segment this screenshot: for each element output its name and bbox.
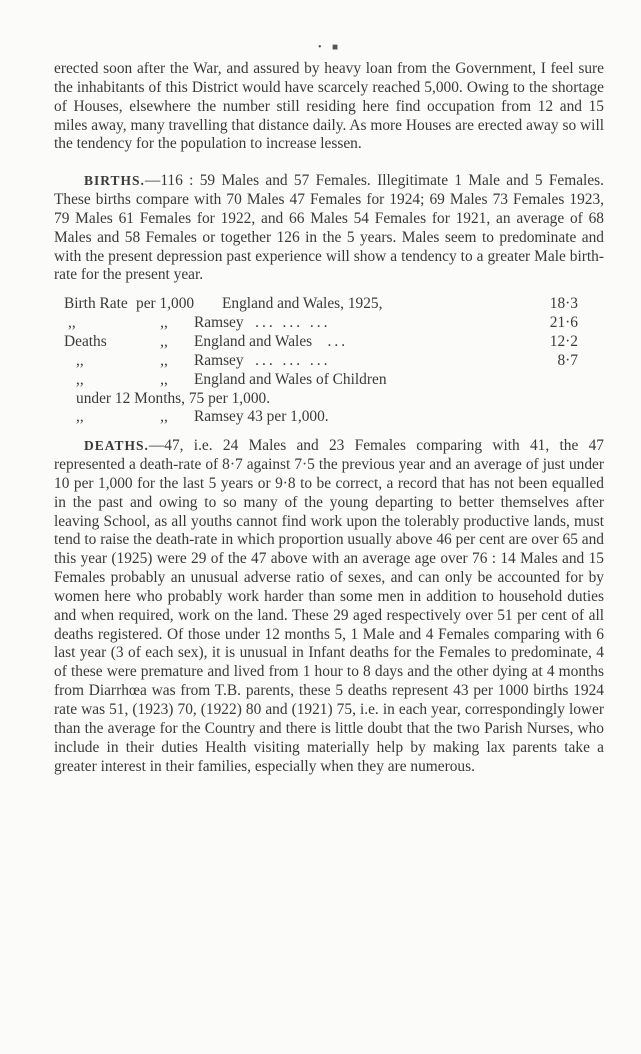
rate-value: 21·6 xyxy=(549,314,578,332)
rate-dots: ... xyxy=(327,332,349,350)
rate-row xyxy=(64,333,604,352)
rate-place xyxy=(194,314,488,333)
rate-label: ,, xyxy=(76,370,84,388)
top-mark: • ■ xyxy=(318,42,343,53)
rate-per: ,, xyxy=(160,408,168,426)
rate-place-name: Ramsey xyxy=(194,314,244,332)
rate-label: Birth Rate xyxy=(64,295,128,313)
rate-row xyxy=(64,408,604,427)
rate-label: ,, xyxy=(76,408,84,426)
rate-under-text: under 12 Months, 75 per 1,000. xyxy=(76,389,271,407)
deaths-text: —47, i.e. 24 Males and 23 Females comparing with 41, the 47 represented a death-rate of 8·7 against 7·5 the previous year and an average of just under 10 per 1,000 for the last 5 years or 9·8 to be correct, a record that has not been equalled in the past and owing to so many of the young departing to better themselves after leaving School, as all youths cannot find work upon the tolerably productive lands, must tend to raise the death-rate in which proportion usually above 46 per cent are over 65 and this year (1925) were 29 of the 47 above with an average age over 76 : 14 Males and 15 Females probably an unusual adverse ratio of sexes, and can only be accounted for by women here who probably work harder than some men in addition to household duties and when required, work on the land. These 29 aged respectively over 51 per cent of all deaths registered. Of those under 12 months 5, 1 Male and 4 Females comparing with 6 last year (3 of each sex), it is unusual in Infant deaths for the Females to predominate, 4 of these were premature and lived from 1 hour to 8 days and the other dying at 4 months from Diarrhœa was from T.B. parents, these 5 deaths represent 43 per 1000 births 1924 rate was 51, (1923) 70, (1922) 80 and (1921) 75, i.e. in each year, correspondingly lower than the average for the Country and there is little doubt that the two Parish Nurses, who include in their duties Health visiting materially help by making lax parents take a greater interest in their families, especially when they are numerous. xyxy=(54,437,604,775)
deaths-paragraph xyxy=(54,437,604,776)
rate-dots: ... ... ... xyxy=(255,314,331,332)
rate-per: ,, xyxy=(160,370,168,388)
rate-row-continued xyxy=(64,390,604,409)
rate-row xyxy=(64,295,604,314)
rate-row xyxy=(64,352,604,371)
rate-per: ,, xyxy=(160,314,168,332)
document-page xyxy=(54,60,604,776)
rate-value: 18·3 xyxy=(549,295,578,313)
rate-place xyxy=(194,352,488,371)
rate-per: ,, xyxy=(160,351,168,369)
rate-place: Ramsey 43 per 1,000. xyxy=(194,408,329,426)
rate-place-name: England and Wales xyxy=(194,332,313,350)
rate-row xyxy=(64,371,604,390)
rates-table xyxy=(64,295,604,427)
intro-paragraph: erected soon after the War, and assured by heavy loan from the Government, I feel sure the inhabitants of this District would have scarcely reached 5,000. Owing to the shortage of Houses, elsewhere the number still residing here find occupation from 12 and 15 miles away, many travelling that distance daily. As more Houses are erected away so will the tendency for the population to increase lessen. xyxy=(54,60,604,153)
rate-label: ,, xyxy=(76,351,84,369)
rate-place: England and Wales of Children xyxy=(194,370,387,388)
rate-dots: ... ... ... xyxy=(255,351,331,369)
rate-per: ,, xyxy=(160,332,168,350)
births-heading: BIRTHS. xyxy=(84,173,145,189)
rate-label: ,, xyxy=(68,314,76,332)
rate-place: England and Wales, 1925, xyxy=(222,295,383,313)
rate-value: 12·2 xyxy=(549,332,578,350)
rate-per: per 1,000 xyxy=(136,295,195,313)
rate-row xyxy=(64,314,604,333)
rate-label: Deaths xyxy=(64,332,107,350)
deaths-heading: DEATHS. xyxy=(84,438,149,454)
births-text: —116 : 59 Males and 57 Females. Illegitimate 1 Male and 5 Females. These births compare with 70 Males 47 Females for 1924; 69 Males 73 Females 1923, 79 Males 61 Females for 1922, and 66 Males 54 Females for 1921, an average of 68 Males and 58 Females or together 126 in the 5 years. Males seem to predominate and with the present depression past experience will show a tendency to a greater Male birth-rate for the present year. xyxy=(54,172,604,284)
rate-place-name: Ramsey xyxy=(194,351,244,369)
births-paragraph xyxy=(54,172,604,285)
rate-value: 8·7 xyxy=(557,351,578,369)
rate-place xyxy=(194,333,488,352)
